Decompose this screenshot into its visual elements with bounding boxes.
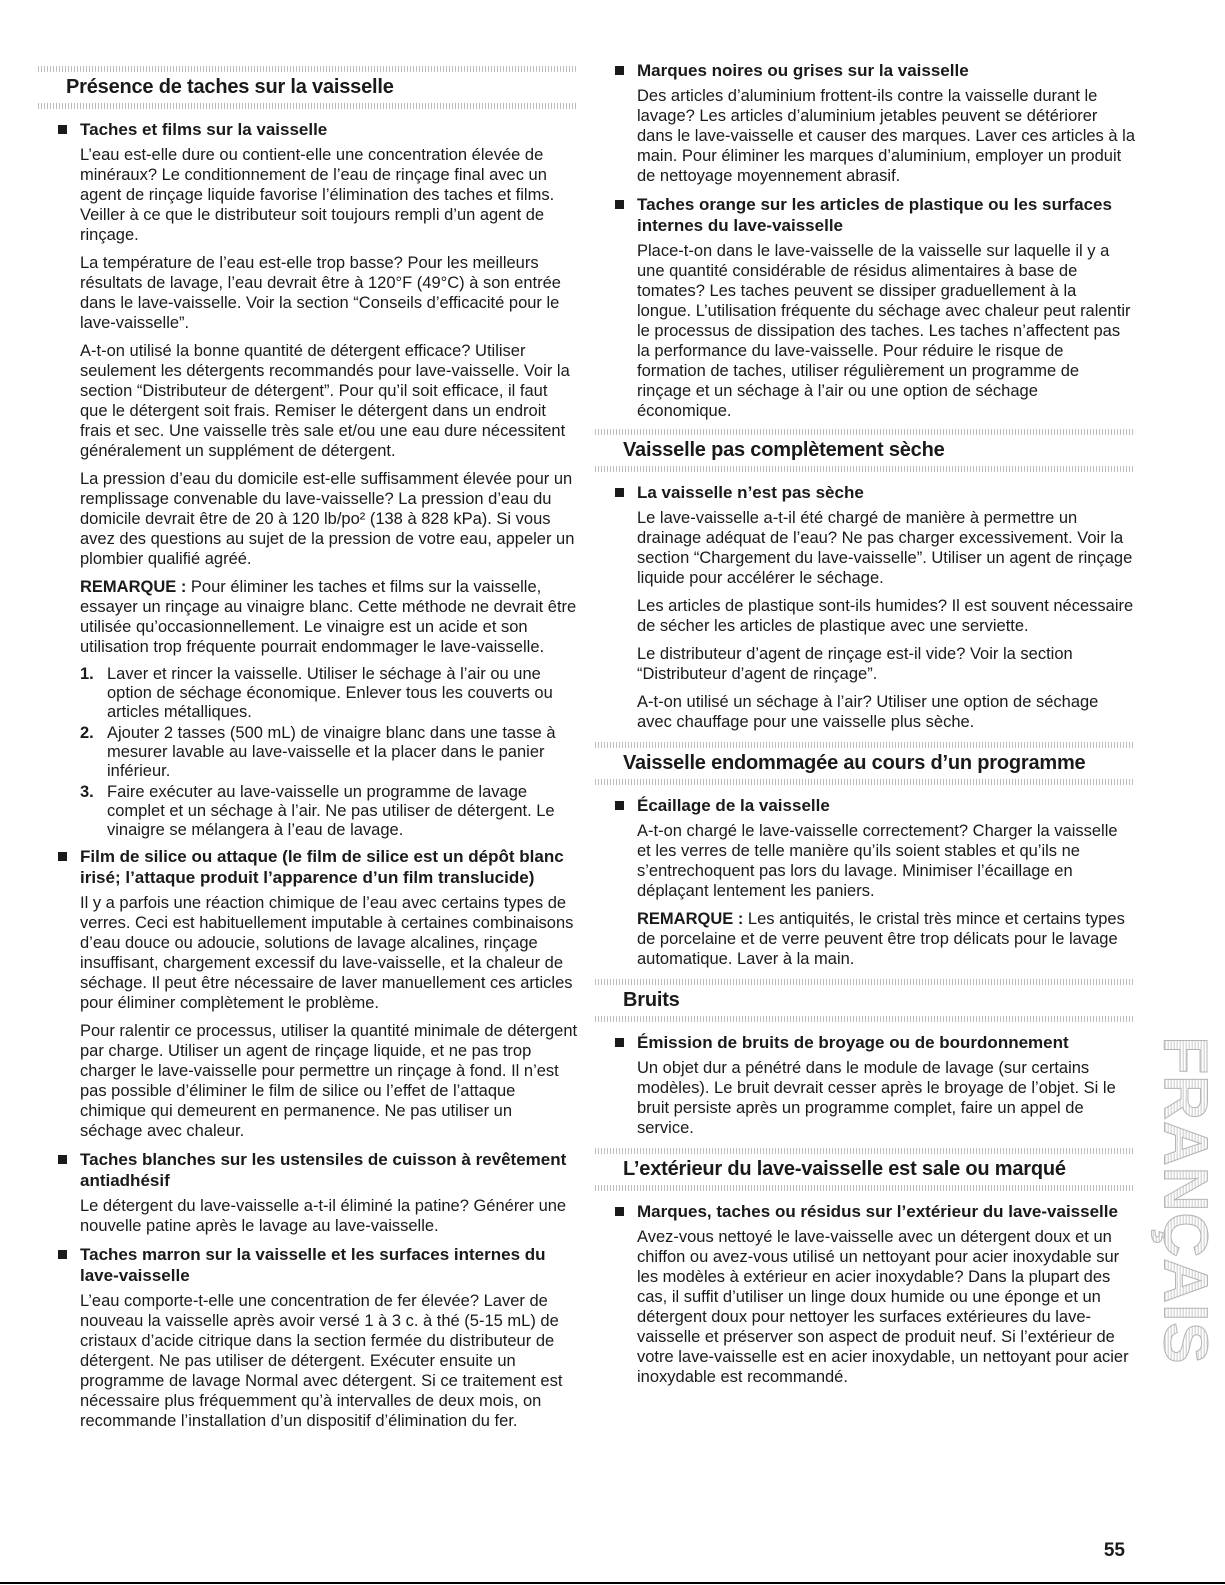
right-column [595,60,1135,1397]
section-title: Présence de taches sur la vaisselle [66,76,394,98]
item-paragraph: Place-t-on dans le lave-vaisselle de la vaisselle sur laquelle il y a une quantité considérable de résidus alimentaires à base de tomates? Les taches peuvent se dissiper graduellement à la longue. L’utilisation fréquente du séchage avec chaleur peut ralentir le processus de dissipation des taches. Les taches n’affectent pas la performance du lave-vaisselle. Pour réduire le risque de formation de taches, utiliser régulièrement un programme de rinçage et un séchage à l’air ou une option de séchage économique. [637,242,1131,420]
language-tab-label: FRANÇAIS [1150,1035,1220,1365]
section-header [595,742,1135,785]
section [38,66,578,1431]
troubleshooting-item [38,119,578,840]
section-header [595,429,1135,472]
step-item [80,783,578,840]
item-title: Marques, taches ou résidus sur l’extérieur du lave-vaisselle [637,1202,1118,1221]
item-paragraph: Avez-vous nettoyé le lave-vaisselle avec un détergent doux et un chiffon ou avez-vous utilisé un nettoyant pour acier inoxydable sur les modèles à extérieur en acier inoxydable? Dans la plupart des cas, il suffit d’utiliser un linge doux humide ou une éponge et un détergent doux pour nettoyer les surfaces extérieures du lave-vaisselle et préserver son aspect de produit neuf. Si l’extérieur de votre lave-vaisselle est en acier inoxydable, un nettoyant pour acier inoxydable est recommandé. [637,1228,1129,1386]
troubleshooting-item [595,60,1135,186]
section-header [595,1148,1135,1191]
bullet-square-icon [615,801,624,810]
item-title: La vaisselle n’est pas sèche [637,483,864,502]
item-paragraph: Un objet dur a pénétré dans le module de lavage (sur certains modèles). Le bruit devrait cesser après le broyage de l’objet. Si le bruit persiste après un programme complet, faire un appel de service. [637,1059,1116,1137]
item-paragraph: Le lave-vaisselle a-t-il été chargé de manière à permettre un drainage adéquat de l’eau? Ne pas charger excessivement. Voir la section “Chargement du lave-vaisselle”. Utiliser un agent de rinçage liquide pour accélérer le séchage. [637,509,1133,587]
item-title: Film de silice ou attaque (le film de silice est un dépôt blanc irisé; l’attaque produit l’apparence d’un film translucide) [80,847,564,887]
section-title: Bruits [623,989,680,1011]
section [595,429,1135,732]
item-paragraph: L’eau est-elle dure ou contient-elle une concentration élevée de minéraux? Le conditionnement de l’eau de rinçage final avec un agent de rinçage liquide favorise l’élimination des taches et films. Veiller à ce que le distributeur soit toujours rempli d’un agent de rinçage. [80,146,555,244]
item-title: Taches et films sur la vaisselle [80,120,328,139]
troubleshooting-item [595,482,1135,732]
section [595,742,1135,969]
troubleshooting-item [595,1032,1135,1138]
item-title: Écaillage de la vaisselle [637,796,830,815]
bottom-rule [0,1582,1225,1584]
step-text: Faire exécuter au lave-vaisselle un programme de lavage complet et un séchage à l’air. Ne pas utiliser de détergent. Le vinaigre se mélangera à l’eau de lavage. [107,783,555,839]
step-item [80,724,578,781]
step-number: 1. [80,665,94,683]
item-paragraph: La température de l’eau est-elle trop basse? Pour les meilleurs résultats de lavage, l’eau devrait être à 120°F (49°C) à son entrée dans le lave-vaisselle. Voir la section “Conseils d’efficacité pour le lave-vaisselle”. [80,254,561,332]
item-title: Marques noires ou grises sur la vaisselle [637,61,969,80]
bullet-square-icon [615,1038,624,1047]
troubleshooting-item [595,795,1135,969]
remark-label: REMARQUE : [80,578,187,596]
bullet-square-icon [58,1250,67,1259]
item-paragraph: A-t-on utilisé la bonne quantité de détergent efficace? Utiliser seulement les détergents recommandés pour lave-vaisselle. Voir la section “Distributeur de détergent”. Pour qu’il soit efficace, il faut que le détergent soit frais. Remiser le détergent dans un endroit frais et sec. Une vaisselle très sale et/ou une eau dure nécessitent généralement un supplément de détergent. [80,342,570,460]
bullet-square-icon [615,488,624,497]
bullet-square-icon [58,1155,67,1164]
troubleshooting-item [595,1201,1135,1387]
item-title: Taches blanches sur les ustensiles de cuisson à revêtement antiadhésif [80,1150,567,1190]
item-paragraph: Les articles de plastique sont-ils humides? Il est souvent nécessaire de sécher les articles de plastique avec une serviette. [637,597,1134,635]
item-title: Taches orange sur les articles de plastique ou les surfaces internes du lave-vaisselle [637,195,1112,235]
section-title: Vaisselle pas complètement sèche [623,439,945,461]
step-item [80,665,578,722]
item-paragraph: Le distributeur d’agent de rinçage est-il vide? Voir la section “Distributeur d’agent de rinçage”. [637,645,1073,683]
bullet-square-icon [615,1207,624,1216]
page-number: 55 [1103,1540,1125,1561]
step-text: Ajouter 2 tasses (500 mL) de vinaigre blanc dans une tasse à mesurer lavable au lave-vaisselle et la placer dans le panier inférieur. [107,724,556,780]
item-paragraph: A-t-on chargé le lave-vaisselle correctement? Charger la vaisselle et les verres de telle manière qu’ils soient stables et qu’ils ne s’entrechoquent pas lors du lavage. Minimiser l’écaillage en déplaçant lentement les paniers. [637,822,1118,900]
remark-text: Pour éliminer les taches et films sur la vaisselle, essayer un rinçage au vinaigre blanc. Cette méthode ne devrait être utilisée qu’occasionnellement. Le vinaigre est un acide et son utilisation trop fréquente pourrait endommager le lave-vaisselle. [80,578,577,656]
remark-text: Les antiquités, le cristal très mince et certains types de porcelaine et de verre peuvent être trop délicats pour le lavage automatique. Laver à la main. [637,910,1125,968]
item-paragraph: Des articles d’aluminium frottent-ils contre la vaisselle durant le lavage? Les articles d’aluminium jetables peuvent se détériorer dans le lave-vaisselle et causer des marques. Laver ces articles à la main. Pour éliminer les marques d’aluminium, employer un produit de nettoyage moyennement abrasif. [637,87,1135,185]
troubleshooting-item [38,846,578,1141]
item-paragraph: Le détergent du lave-vaisselle a-t-il éliminé la patine? Générer une nouvelle patine après le lavage au lave-vaisselle. [80,1197,567,1235]
troubleshooting-item [38,1244,578,1431]
section-title: Vaisselle endommagée au cours d’un programme [623,752,1086,774]
bullet-square-icon [615,200,624,209]
bullet-square-icon [615,66,624,75]
item-paragraph: Pour ralentir ce processus, utiliser la quantité minimale de détergent par charge. Utiliser un agent de rinçage liquide, et ne pas trop charger le lave-vaisselle pour permettre un rinçage à fond. Il n’est pas possible d’éliminer le film de silice ou l’effet de l’attaque chimique qui demeurent en permanence. Ne pas utiliser un séchage avec chaleur. [80,1022,578,1140]
remark-paragraph [637,909,1135,969]
remark-paragraph [80,577,578,657]
item-title: Émission de bruits de broyage ou de bourdonnement [637,1033,1069,1052]
bullet-square-icon [58,125,67,134]
step-text: Laver et rincer la vaisselle. Utiliser le séchage à l’air ou une option de séchage économique. Enlever tous les couverts ou articles métalliques. [107,665,553,721]
troubleshooting-item [595,194,1135,421]
bullet-square-icon [58,852,67,861]
section [595,979,1135,1138]
section-title: L’extérieur du lave-vaisselle est sale ou marqué [623,1158,1066,1180]
section [595,1148,1135,1387]
remark-label: REMARQUE : [637,910,744,928]
troubleshooting-item [38,1149,578,1236]
item-paragraph: A-t-on utilisé un séchage à l’air? Utiliser une option de séchage avec chauffage pour une vaisselle plus sèche. [637,693,1099,731]
item-paragraph: Il y a parfois une réaction chimique de l’eau avec certains types de verres. Ceci est habituellement imputable à certaines combinaisons d’eau douce ou adoucie, solutions de lavage alcalines, rinçage insuffisant, chargement excessif du lave-vaisselle, et la chaleur de séchage. Il peut être nécessaire de laver manuellement ces articles pour éliminer complètement le problème. [80,894,574,1012]
item-paragraph: L’eau comporte-t-elle une concentration de fer élevée? Laver de nouveau la vaisselle après avoir versé 1 à 3 c. à thé (5-15 mL) de cristaux d’acide citrique dans la section fermée du distributeur de détergent. Ne pas utiliser de détergent. Exécuter ensuite un programme de lavage Normal avec détergent. Si ce traitement est nécessaire plus fréquemment qu’à intervalles de deux mois, on recommande l’installation d’un dispositif d’élimination du fer. [80,1292,563,1430]
section-header [595,979,1135,1022]
item-paragraph: La pression d’eau du domicile est-elle suffisamment élevée pour un remplissage convenable du lave-vaisselle? La pression d’eau du domicile devrait être de 20 à 120 lb/po² (138 à 828 kPa). Si vous avez des questions au sujet de la pression de votre eau, appeler un plombier qualifié agréé. [80,470,575,568]
step-number: 2. [80,724,94,742]
item-title: Taches marron sur la vaisselle et les surfaces internes du lave-vaisselle [80,1245,546,1285]
step-number: 3. [80,783,94,801]
numbered-steps [80,665,578,840]
left-column [38,60,578,1441]
section-header [38,66,578,109]
language-side-tab [1150,1035,1220,1365]
